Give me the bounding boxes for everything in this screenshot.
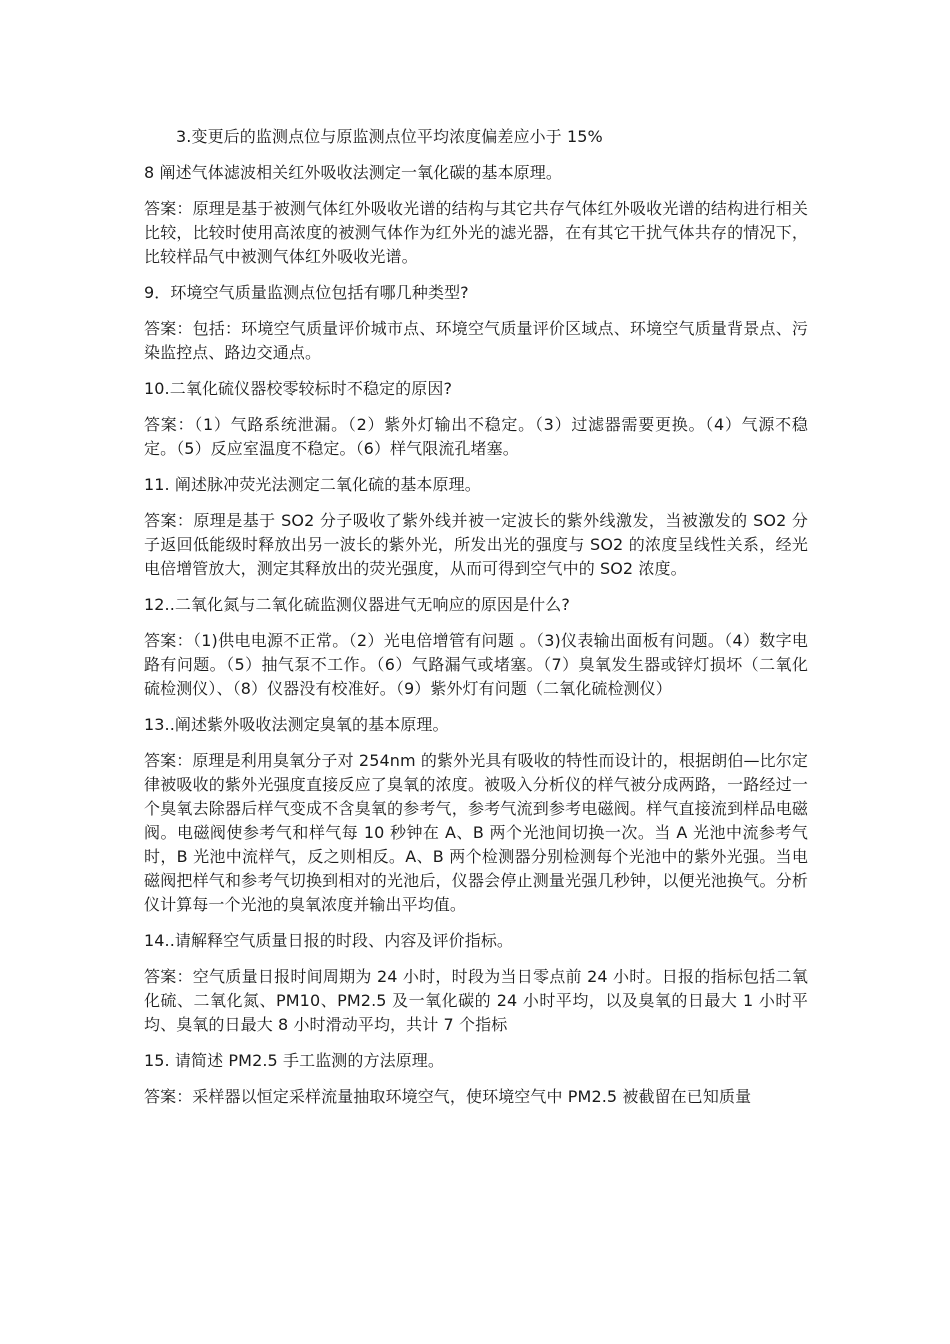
answer-11: 答案：原理是基于 SO2 分子吸收了紫外线并被一定波长的紫外线激发，当被激发的 SO2 分子返回低能级时释放出另一波长的紫外光，所发出光的强度与 SO2 的浓度呈线性关系，经光电倍增管放大，测定其释放出的荧光强度，从而可得到空气中的 SO2 浓度。 (144, 511, 808, 578)
answer-8: 答案：原理是基于被测气体红外吸收光谱的结构与其它共存气体红外吸收光谱的结构进行相关比较，比较时使用高浓度的被测气体作为红外光的滤光器，在有其它干扰气体共存的情况下，比较样品气中被测气体红外吸收光谱。 (144, 199, 808, 266)
question-13: 13..阐述紫外吸收法测定臭氧的基本原理。 (144, 715, 449, 734)
list-item-point-deviation: 3.变更后的监测点位与原监测点位平均浓度偏差应小于 15% (176, 127, 603, 146)
answer-9: 答案：包括：环境空气质量评价城市点、环境空气质量评价区域点、环境空气质量背景点、污染监控点、路边交通点。 (144, 319, 808, 362)
question-9: 9．环境空气质量监测点位包括有哪几种类型? (144, 283, 469, 302)
question-11: 11. 阐述脉冲荧光法测定二氧化硫的基本原理。 (144, 475, 481, 494)
question-8: 8 阐述气体滤波相关红外吸收法测定一氧化碳的基本原理。 (144, 163, 562, 182)
answer-15: 答案：采样器以恒定采样流量抽取环境空气，使环境空气中 PM2.5 被截留在已知质量 (144, 1087, 752, 1106)
document-body (144, 125, 808, 1121)
question-12: 12..二氧化氮与二氧化硫监测仪器进气无响应的原因是什么? (144, 595, 570, 614)
answer-14: 答案：空气质量日报时间周期为 24 小时，时段为当日零点前 24 小时。日报的指标包括二氧化硫、二氧化氮、PM10、PM2.5 及一氧化碳的 24 小时平均，以及臭氧的日最大 1 小时平均、臭氧的日最大 8 小时滑动平均，共计 7 个指标 (144, 967, 808, 1034)
answer-10: 答案：（1）气路系统泄漏。（2）紫外灯输出不稳定。（3）过滤器需要更换。（4）气源不稳定。（5）反应室温度不稳定。（6）样气限流孔堵塞。 (144, 415, 808, 458)
answer-12: 答案：（1)供电电源不正常。（2）光电倍增管有问题 。（3)仪表输出面板有问题。（4）数字电路有问题。（5）抽气泵不工作。（6）气路漏气或堵塞。（7）臭氧发生器或锌灯损坏（二氧化硫检测仪）、（8）仪器没有校准好。（9）紫外灯有问题（二氧化硫检测仪） (144, 631, 808, 698)
question-15: 15. 请简述 PM2.5 手工监测的方法原理。 (144, 1051, 445, 1070)
answer-13: 答案：原理是利用臭氧分子对 254nm 的紫外光具有吸收的特性而设计的，根据朗伯—比尔定律被吸收的紫外光强度直接反应了臭氧的浓度。被吸入分析仪的样气被分成两路，一路经过一个臭氧去除器后样气变成不含臭氧的参考气，参考气流到参考电磁阀。样气直接流到样品电磁阀。电磁阀使参考气和样气每 10 秒钟在 A、B 两个光池间切换一次。当 A 光池中流参考气时，B 光池中流样气，反之则相反。A、B 两个检测器分别检测每个光池中的紫外光强。当电磁阀把样气和参考气切换到相对的光池后，仪器会停止测量光强几秒钟，以便光池换气。分析仪计算每一个光池的臭氧浓度并输出平均值。 (144, 751, 808, 914)
question-14: 14..请解释空气质量日报的时段、内容及评价指标。 (144, 931, 514, 950)
question-10: 10.二氧化硫仪器校零较标时不稳定的原因? (144, 379, 453, 398)
